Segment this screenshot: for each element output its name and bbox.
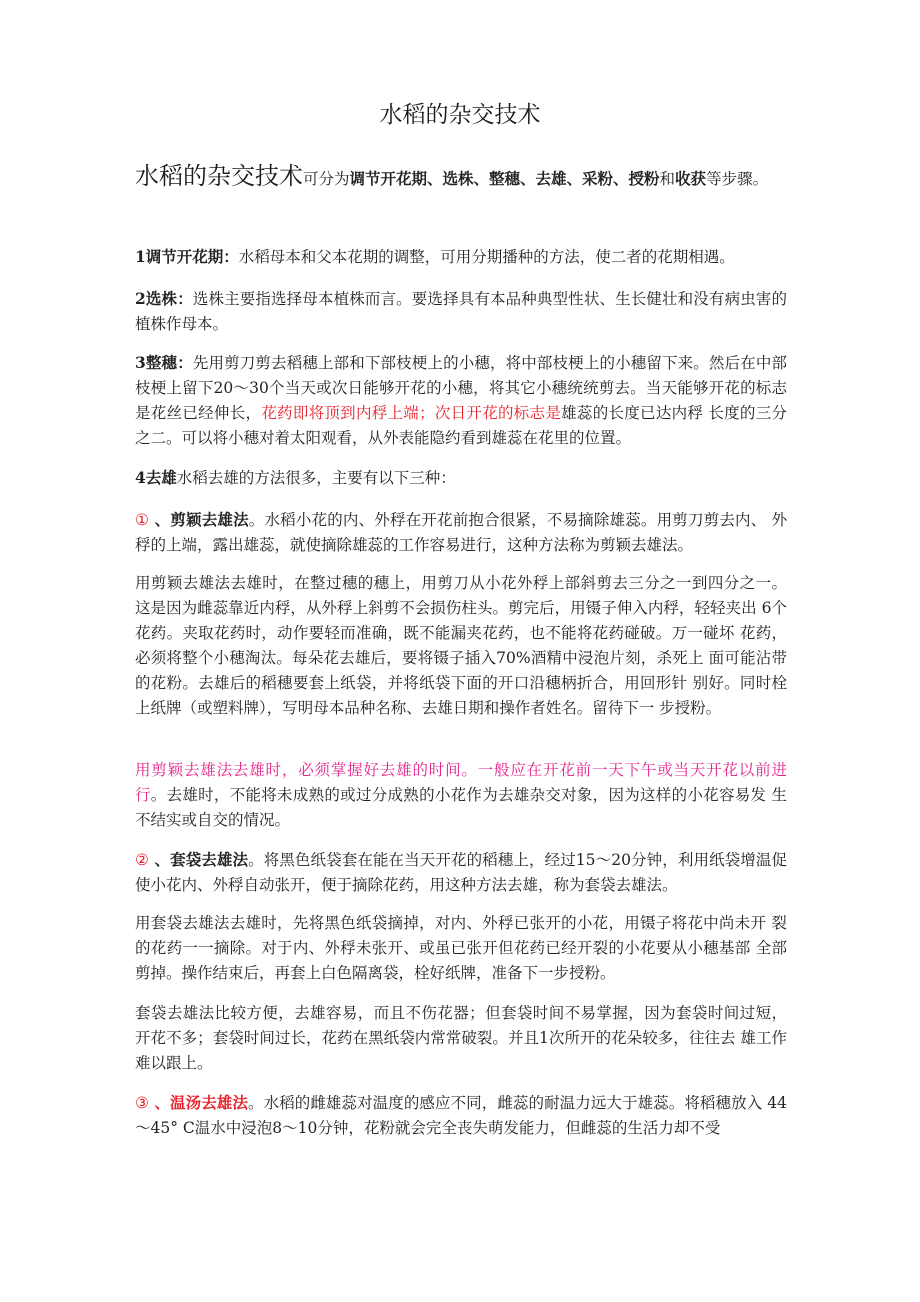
text-method-2-pros: 套袋去雄法比较方便，去雄容易，而且不伤花器；但套袋时间不易掌握，因为套袋时间过短， 开花不多；套袋时间过长，花药在黑纸袋内常常破裂。并且1次所开的花朵较多，往往去 雄工作难以跟上。 [135,1004,787,1072]
paragraph-method-2-pros [135,1001,787,1076]
intro-text-2: 和 [659,170,676,188]
label-selection: 2选株： [135,289,193,308]
text-method-1: 。水稻小花的内、外稃在开花前抱合很紧，不易摘除雄蕊。用剪刀剪去内、 外稃的上端，露出雄蕊，就使摘除雄蕊的工作容易进行，这种方法称为剪颖去雄法。 [135,511,788,554]
text-selection: 选株主要指选择母本植株而言。要选择具有本品种典型性状、生长健壮和没有病虫害的植株作母本。 [135,290,787,333]
number-3: ③ [135,1094,149,1112]
text-timing: 。去雄时，不能将未成熟的或过分成熟的小花作为去雄杂交对象，因为这样的小花容易发 生不结实或自交的情况。 [135,786,787,829]
intro-text-1: 可分为 [303,170,350,188]
label-method-3: 、温汤去雄法 [148,1093,248,1112]
text-method-1-detail: 用剪颖去雄法去雄时，在整过穗的穗上，用剪刀从小花外稃上部斜剪去三分之一到四分之一。 这是因为雌蕊靠近内稃，从外稃上斜剪不会损伤柱头。剪完后，用镊子伸入内稃，轻轻夹出 6个花药。夹取花药时，动作要轻而准确，既不能漏夹花药，也不能将花药碰破。万一碰坏 花药，必须将整个小穗淘汰。每朵花去雄后，要将镊子插入70%酒精中浸泡片刻，杀死上 面可能沾带的花粉。去雄后的稻穗要套上纸袋，并将纸袋下面的开口沿穗柄折合，用回形针 别好。同时栓上纸牌（或塑料牌），写明母本品种名称、去雄日期和操作者姓名。留待下一 步授粉。 [135,574,787,717]
paragraph-selection [135,286,787,337]
number-2: ② [135,851,149,869]
page-title: 水稻的杂交技术 [379,102,541,128]
intro-lead: 水稻的杂交技术 [135,162,303,190]
intro-harvest: 收获 [675,169,707,188]
paragraph-emasculation [135,465,787,491]
paragraph-method-3 [135,1090,787,1141]
intro-text-3: 等步骤。 [706,170,769,188]
text-emasculation: 水稻去雄的方法很多，主要有以下三种： [176,469,456,487]
number-1: ① [135,511,150,529]
intro-steps: 调节开花期、选株、整穗、去雄、采粉、授粉 [349,169,660,188]
text-method-3: 。水稻的雌雄蕊对温度的感应不同，雌蕊的耐温力远大于雄蕊。将稻穗放入 44～45° C温水中浸泡8～10分钟，花粉就会完全丧失萌发能力，但雌蕊的生活力却不受 [135,1094,787,1137]
intro-paragraph [135,162,787,193]
label-method-2: 、套袋去雄法 [149,850,249,869]
text-trimming-red: 花药即将顶到内稃上端；次日开花的标志是 [261,404,562,422]
paragraph-method-2 [135,847,787,898]
label-emasculation: 4去雄 [135,468,177,487]
paragraph-method-1 [135,507,787,558]
paragraph-method-1-detail [135,571,787,721]
paragraph-trimming [135,350,787,451]
text-method-2: 。将黑色纸袋套在能在当天开花的稻穗上，经过15～20分钟，利用纸袋增温促使小花内、外稃自动张开，便于摘除花药，用这种方法去雄，称为套袋去雄法。 [135,851,787,894]
text-timing-pink: 用剪颖去雄法去雄时，必须掌握好去雄的时间。一般应在开花前一天下午或当天开花以前进 行 [135,761,787,804]
label-trimming: 3整穗： [135,353,193,372]
text-trimming-2: 雄蕊的长度已达内稃 长度的三分之二。可以将小穗对着太阳观看，从外表能隐约看到雄蕊在花里的位置。 [135,404,787,447]
text-method-2-detail: 用套袋去雄法去雄时，先将黑色纸袋摘掉，对内、外稃已张开的小花，用镊子将花中尚未开 裂的花药一一摘除。对于内、外稃未张开、或虽已张开但花药已经开裂的小花要从小穗基部 全部剪掉。操作结束后，再套上白色隔离袋，栓好纸牌，准备下一步授粉。 [135,914,787,982]
paragraph-flowering [135,244,787,270]
paragraph-method-1-timing [135,758,787,833]
label-method-1: 、剪颖去雄法 [149,510,249,529]
text-flowering: 水稻母本和父本花期的调整，可用分期播种的方法，使二者的花期相遇。 [238,248,735,266]
paragraph-method-2-detail [135,911,787,986]
text-trimming-1: 先用剪刀剪去稻穗上部和下部枝梗上的小穗，将中部枝梗上的小穗留下来。然后在中部枝梗上留下20～30个当天或次日能够开花的小穗，将其它小穗统统剪去。当天能够开花的标志是花丝已经伸长， [135,354,787,422]
label-flowering: 1调节开花期： [135,247,239,266]
